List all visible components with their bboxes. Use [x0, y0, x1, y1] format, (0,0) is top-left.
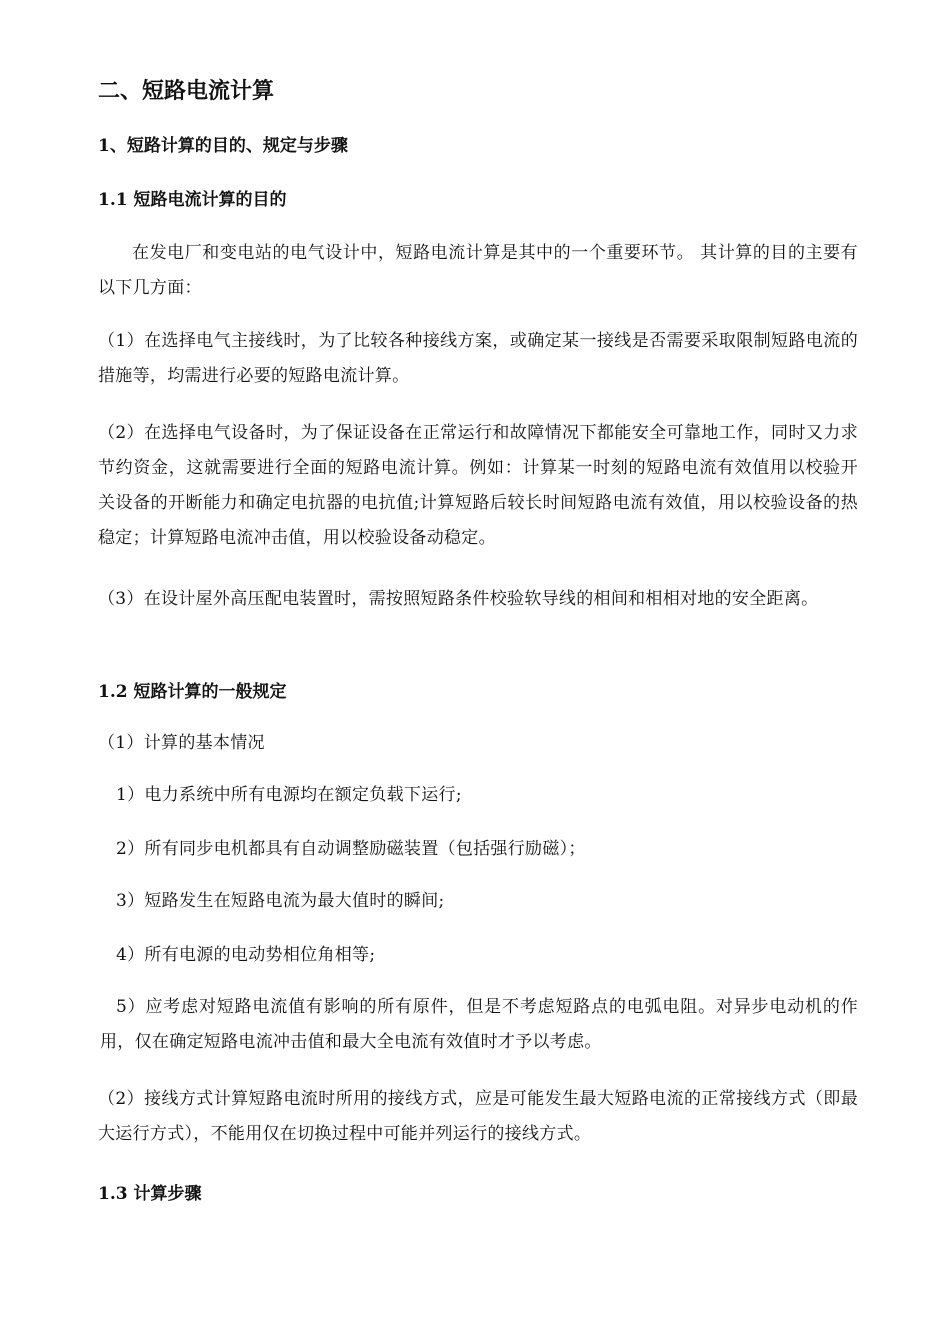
- purpose-item-1: （1）在选择电气主接线时，为了比较各种接线方案，或确定某一接线是否需要采取限制短路电流的措施等，均需进行必要的短路电流计算。: [98, 331, 858, 386]
- section-heading-1: 1、短路计算的目的、规定与步骤: [98, 136, 348, 156]
- section-heading-1-2: 1.2 短路计算的一般规定: [98, 682, 287, 702]
- document-title: 二、短路电流计算: [98, 78, 275, 104]
- intro-paragraph: 在发电厂和变电站的电气设计中，短路电流计算是其中的一个重要环节。 其计算的目的主要有以下几方面：: [98, 243, 858, 298]
- rule-1-item-3: 3）短路发生在短路电流为最大值时的瞬间;: [116, 891, 445, 911]
- rule-1-item-1: 1）电力系统中所有电源均在额定负载下运行;: [116, 785, 462, 805]
- section-heading-1-3: 1.3 计算步骤: [98, 1184, 202, 1204]
- rule-1-item-5: 5）应考虑对短路电流值有影响的所有原件，但是不考虑短路点的电弧电阻。对异步电动机的作用，仅在确定短路电流冲击值和最大全电流有效值时才予以考虑。: [100, 997, 858, 1052]
- purpose-item-2: （2）在选择电气设备时，为了保证设备在正常运行和故障情况下都能安全可靠地工作，同时又力求节约资金，这就需要进行全面的短路电流计算。例如：计算某一时刻的短路电流有效值用以校验开关设备的开断能力和确定电抗器的电抗值;计算短路后较长时间短路电流有效值，用以校验设备的热稳定；计算短路电流冲击值，用以校验设备动稳定。: [98, 423, 858, 548]
- rule-1-item-2: 2）所有同步电机都具有自动调整励磁装置（包括强行励磁）；: [116, 839, 586, 859]
- rule-1-item-4: 4）所有电源的电动势相位角相等;: [116, 945, 376, 965]
- rule-1-heading: （1）计算的基本情况: [98, 733, 265, 753]
- rule-2: （2）接线方式计算短路电流时所用的接线方式，应是可能发生最大短路电流的正常接线方式（即最大运行方式），不能用仅在切换过程中可能并列运行的接线方式。: [98, 1089, 858, 1144]
- purpose-item-3: （3）在设计屋外高压配电装置时，需按照短路条件校验软导线的相间和相相对地的安全距离。: [98, 589, 819, 609]
- section-heading-1-1: 1.1 短路电流计算的目的: [98, 190, 287, 210]
